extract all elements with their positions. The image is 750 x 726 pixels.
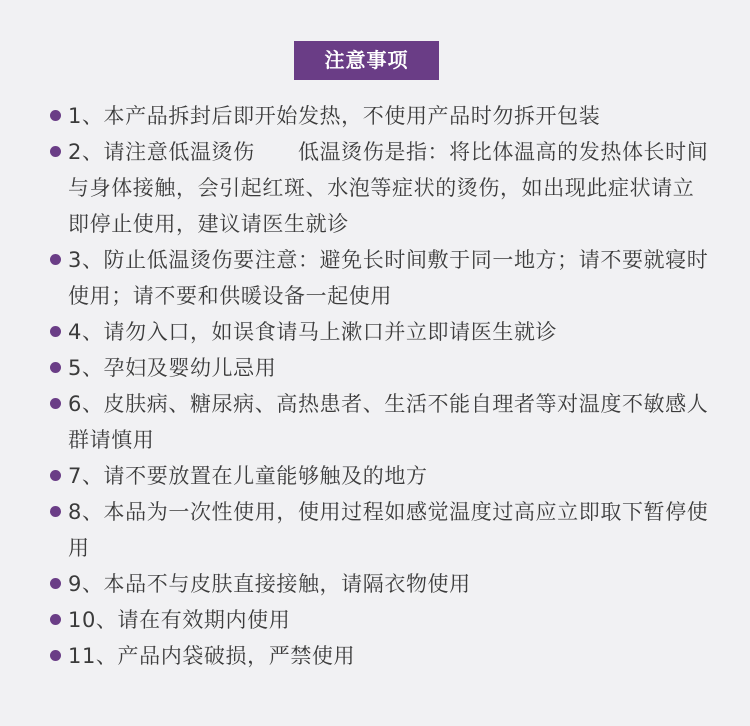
notice-text: 9、本品不与皮肤直接接触，请隔衣物使用 bbox=[68, 572, 471, 596]
notice-text: 2、请注意低温烫伤 低温烫伤是指：将比体温高的发热体长时间与身体接触，会引起红斑、水泡等症状的烫伤，如出现此症状请立即停止使用，建议请医生就诊 bbox=[68, 140, 709, 236]
notice-item-4 bbox=[48, 314, 714, 350]
notice-item-6 bbox=[48, 386, 714, 458]
bullet-dot-icon bbox=[50, 398, 61, 409]
page-title: 注意事项 bbox=[324, 48, 409, 72]
notice-text: 8、本品为一次性使用，使用过程如感觉温度过高应立即取下暂停使用 bbox=[68, 500, 709, 560]
bullet-dot-icon bbox=[50, 614, 61, 625]
notice-text: 1、本产品拆封后即开始发热，不使用产品时勿拆开包装 bbox=[68, 104, 601, 128]
notice-item-11 bbox=[48, 638, 714, 674]
notice-item-10 bbox=[48, 602, 714, 638]
notice-text: 4、请勿入口，如误食请马上漱口并立即请医生就诊 bbox=[68, 320, 558, 344]
bullet-dot-icon bbox=[50, 578, 61, 589]
bullet-dot-icon bbox=[50, 650, 61, 661]
notice-item-9 bbox=[48, 566, 714, 602]
bullet-dot-icon bbox=[50, 254, 61, 265]
notice-text: 10、请在有效期内使用 bbox=[68, 608, 291, 632]
bullet-dot-icon bbox=[50, 506, 61, 517]
bullet-dot-icon bbox=[50, 326, 61, 337]
bullet-dot-icon bbox=[50, 146, 61, 157]
bullet-dot-icon bbox=[50, 110, 61, 121]
notice-text: 7、请不要放置在儿童能够触及的地方 bbox=[68, 464, 428, 488]
notice-item-8 bbox=[48, 494, 714, 566]
notice-item-1 bbox=[48, 98, 714, 134]
notice-item-2 bbox=[48, 134, 714, 242]
notice-item-3 bbox=[48, 242, 714, 314]
notice-text: 6、皮肤病、糖尿病、高热患者、生活不能自理者等对温度不敏感人群请慎用 bbox=[68, 392, 709, 452]
notice-text: 11、产品内袋破损，严禁使用 bbox=[68, 644, 356, 668]
notice-item-5 bbox=[48, 350, 714, 386]
notice-title-badge bbox=[294, 41, 439, 80]
notice-list bbox=[48, 98, 714, 674]
bullet-dot-icon bbox=[50, 362, 61, 373]
notice-item-7 bbox=[48, 458, 714, 494]
notice-text: 5、孕妇及婴幼儿忌用 bbox=[68, 356, 277, 380]
bullet-dot-icon bbox=[50, 470, 61, 481]
notice-text: 3、防止低温烫伤要注意：避免长时间敷于同一地方；请不要就寝时使用；请不要和供暖设备一起使用 bbox=[68, 248, 709, 308]
